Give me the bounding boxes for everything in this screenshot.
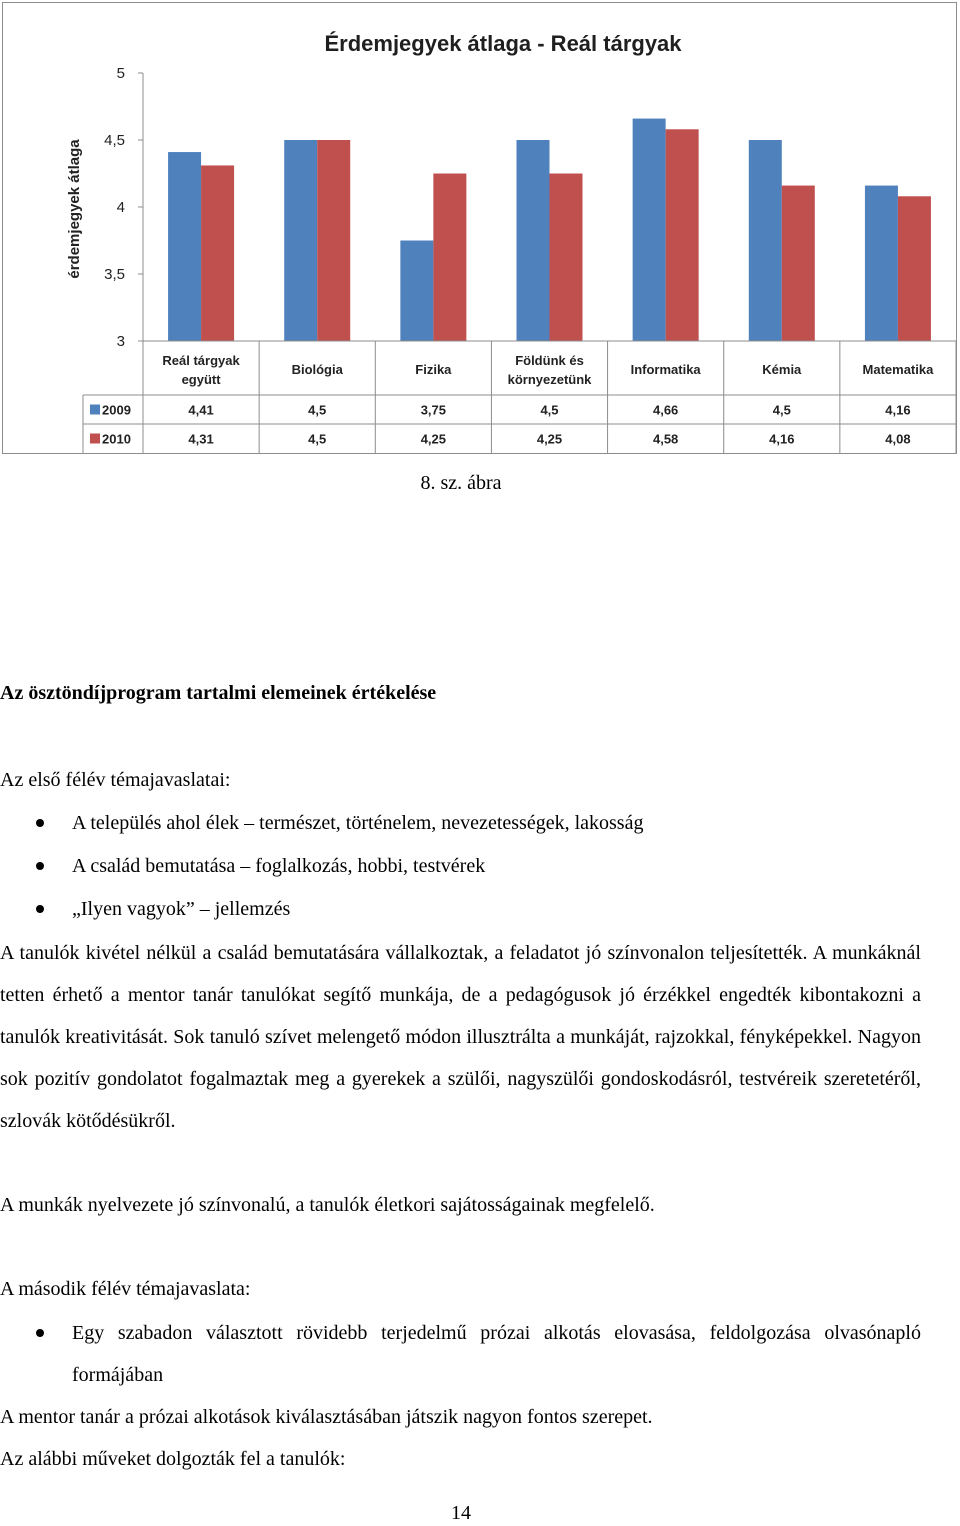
data-table-value: 4,16 <box>769 431 795 447</box>
bar <box>284 140 317 341</box>
data-table-value: 4,16 <box>885 402 911 418</box>
x-category-label: Fizika <box>415 362 452 377</box>
second-term-intro: A második félév témajavaslata: <box>0 1278 251 1300</box>
chart-container <box>2 2 957 454</box>
y-tick-label: 3,5 <box>104 266 125 283</box>
bar-chart <box>3 3 956 453</box>
data-table-value: 4,25 <box>536 431 563 447</box>
y-tick-label: 4 <box>116 199 125 216</box>
bullet-dot <box>36 905 44 913</box>
bar <box>749 140 782 341</box>
second-term-item: Egy szabadon választott rövidebb terjedelmű prózai alkotás elovasása, feldolgozása olvasónapló formájában <box>72 1322 921 1386</box>
x-category-label: Reál tárgyak <box>162 353 240 368</box>
x-category-label: Földünk és <box>515 353 584 368</box>
bar <box>550 174 583 342</box>
bullet-dot <box>36 1329 44 1337</box>
bar <box>317 140 350 341</box>
data-table-value: 4,5 <box>540 402 559 418</box>
legend-swatch <box>90 405 100 415</box>
data-table-value: 4,41 <box>188 402 214 418</box>
chart-title: Érdemjegyek átlaga - Reál tárgyak <box>324 31 682 56</box>
x-category-label: együtt <box>181 372 221 387</box>
bullet-dot <box>36 862 44 870</box>
x-category-label: Matematika <box>862 362 934 377</box>
y-tick-label: 3 <box>116 333 125 350</box>
data-table-value: 4,66 <box>652 402 679 418</box>
first-term-item: A település ahol élek – természet, történelem, nevezetességek, lakosság <box>72 812 644 834</box>
x-category-label: környezetünk <box>507 372 592 387</box>
section-heading: Az ösztöndíjprogram tartalmi elemeinek értékelése <box>0 682 437 704</box>
data-table-value: 4,08 <box>885 431 911 447</box>
x-category-label: Kémia <box>762 362 802 377</box>
first-term-intro: Az első félév témajavaslatai: <box>0 769 231 791</box>
bar <box>633 119 666 341</box>
bar <box>666 129 699 341</box>
legend-label: 2009 <box>102 402 131 418</box>
figure-caption: 8. sz. ábra <box>420 472 502 494</box>
bar <box>782 186 815 341</box>
bar <box>400 241 433 342</box>
data-table-value: 4,25 <box>420 431 447 447</box>
data-table-value: 4,5 <box>308 402 327 418</box>
y-tick-label: 5 <box>116 65 125 82</box>
bar <box>898 196 931 341</box>
x-category-label: Informatika <box>630 362 701 377</box>
paragraph: A mentor tanár a prózai alkotások kiválasztásában játszik nagyon fontos szerepet. <box>0 1406 653 1428</box>
first-term-item: A család bemutatása – foglalkozás, hobbi, testvérek <box>72 855 486 877</box>
bullet-dot <box>36 819 44 827</box>
data-table-value: 3,75 <box>420 402 447 418</box>
paragraph: Az alábbi műveket dolgozták fel a tanulók: <box>0 1448 346 1470</box>
data-table-value: 4,31 <box>188 431 214 447</box>
bar <box>201 165 234 341</box>
y-tick-label: 4,5 <box>104 132 125 149</box>
page-number: 14 <box>451 1502 471 1524</box>
legend-swatch <box>90 434 100 444</box>
bar <box>517 140 550 341</box>
data-table-value: 4,58 <box>652 431 679 447</box>
data-table-value: 4,5 <box>772 402 791 418</box>
bar <box>865 186 898 341</box>
paragraph: A tanulók kivétel nélkül a család bemutatására vállalkoztak, a feladatot jó színvonalon teljesítették. A munkáknál tetten érhető a mentor tanár tanulókat segítő munkája, de a pedagógusok jó érzékkel engedték kibontakozni a tanulók kreativitását. Sok tanuló szívet melengető módon illusztrálta a munkáját, rajzokkal, fényképekkel. Nagyon sok pozitív gondolatot fogalmaztak meg a gyerekek a szülői, nagyszülői gondoskodásról, testvéreik szeretetéről, szlovák kötődésükről. <box>0 942 921 1132</box>
legend-label: 2010 <box>102 431 131 447</box>
data-table-value: 4,5 <box>308 431 327 447</box>
first-term-item: „Ilyen vagyok” – jellemzés <box>72 898 291 920</box>
paragraph: A munkák nyelvezete jó színvonalú, a tanulók életkori sajátosságainak megfelelő. <box>0 1194 655 1216</box>
bar <box>433 174 466 342</box>
y-axis-label: érdemjegyek átlaga <box>66 139 83 279</box>
x-category-label: Biológia <box>291 362 343 377</box>
bar <box>168 152 201 341</box>
